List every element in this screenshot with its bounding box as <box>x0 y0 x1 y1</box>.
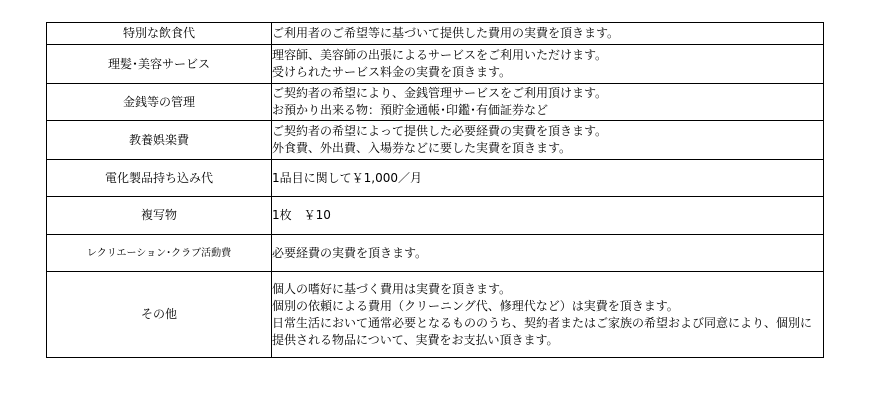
row-label: 複写物 <box>47 197 272 235</box>
description-line: 個別の依頼による費用（クリーニング代、修理代など）は実費を頂きます。 <box>272 298 679 313</box>
table-row <box>47 160 824 197</box>
description-line: 受けられたサービス料金の実費を頂きます。 <box>272 65 512 79</box>
row-label: 電化製品持ち込み代 <box>47 160 272 197</box>
description-line: 必要経費の実費を頂きます。 <box>272 245 428 260</box>
table-row <box>47 197 824 235</box>
description-line: ご契約者の希望によって提供した必要経費の実費を頂きます。 <box>272 124 608 138</box>
description-line: 個人の嗜好に基づく費用は実費を頂きます。 <box>272 281 512 296</box>
description-line: お預かり出来る物：預貯金通帳･印鑑･有価証券など <box>272 103 549 117</box>
row-label: 教養娯楽費 <box>47 121 272 160</box>
description-line: 1品目に関して￥1,000／月 <box>272 170 422 185</box>
description-line: 1枚 ￥10 <box>272 208 331 222</box>
row-description <box>272 45 824 84</box>
table-row <box>47 235 824 272</box>
table-row <box>47 84 824 121</box>
description-line: 外食費、外出費、入場券などに要した実費を頂きます。 <box>272 141 572 155</box>
fee-table <box>46 22 824 358</box>
row-description <box>272 160 824 197</box>
row-description <box>272 197 824 235</box>
row-label: その他 <box>47 272 272 358</box>
description-line: 理容師、美容師の出張によるサービスをご利用いただけます。 <box>272 48 608 62</box>
row-description <box>272 272 824 358</box>
description-line: ご利用者のご希望等に基づいて提供した費用の実費を頂きます。 <box>272 26 620 40</box>
description-line: ご契約者の希望により、金銭管理サービスをご利用頂けます。 <box>272 86 608 100</box>
row-description <box>272 235 824 272</box>
table-row <box>47 45 824 84</box>
description-line: 日常生活において通常必要となるもののうち、契約者またはご家族の希望および同意により、個別に提供される物品について、実費をお支払い頂きます。 <box>272 315 813 347</box>
row-label: 特別な飲食代 <box>47 23 272 45</box>
table-row <box>47 121 824 160</box>
row-description <box>272 84 824 121</box>
row-description <box>272 23 824 45</box>
row-label: 理髪･美容サービス <box>47 45 272 84</box>
row-label: レクリエーション･クラブ活動費 <box>47 235 272 272</box>
row-label: 金銭等の管理 <box>47 84 272 121</box>
row-description <box>272 121 824 160</box>
table-row <box>47 23 824 45</box>
table-row <box>47 272 824 358</box>
